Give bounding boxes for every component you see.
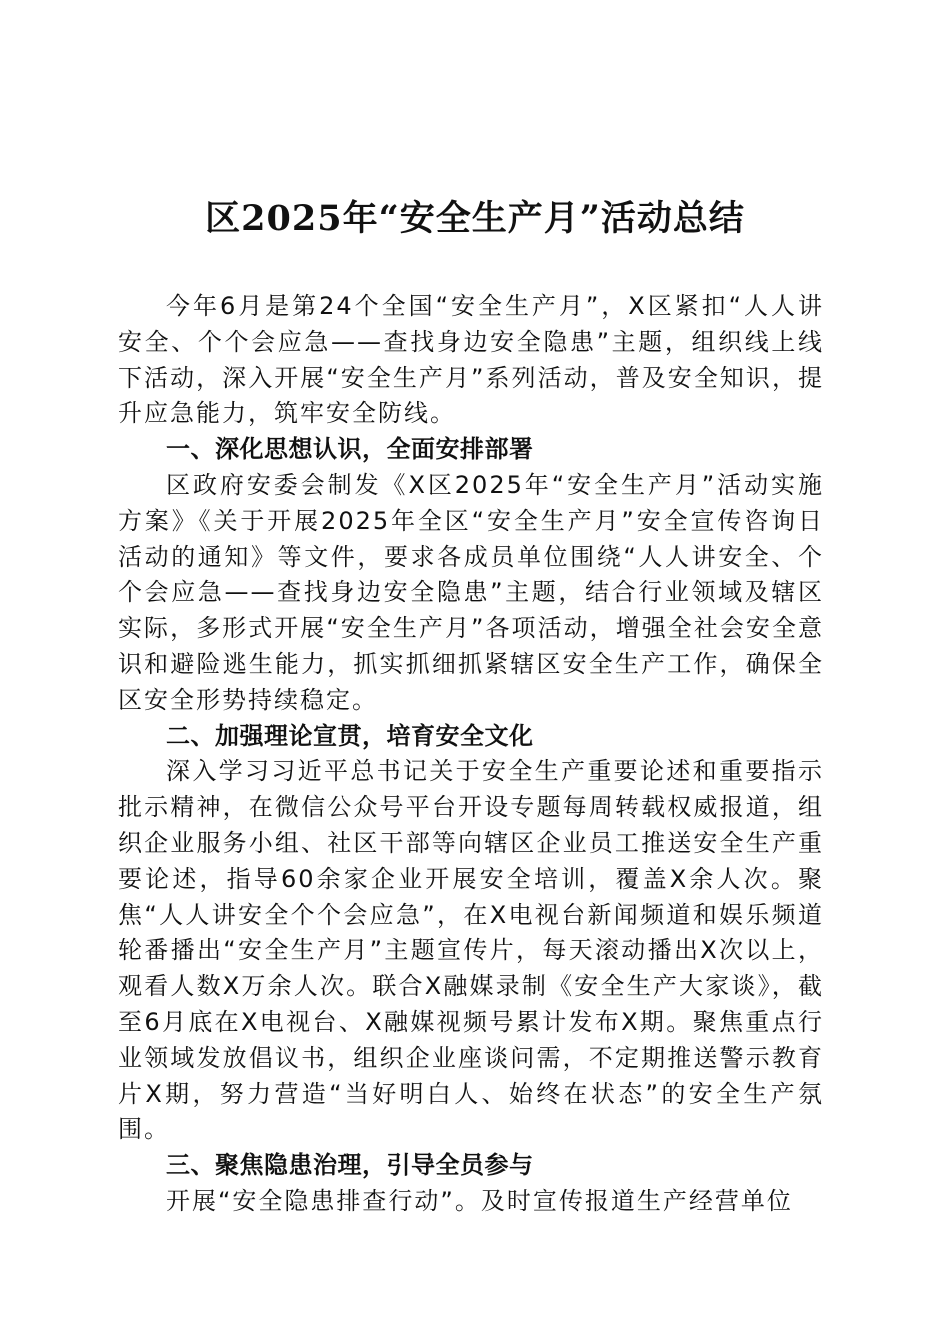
intro-paragraph: 今年6月是第24个全国“安全生产月”，X区紧扣“人人讲安全、个个会应急——查找身边安全隐患”主题，组织线上线下活动，深入开展“安全生产月”系列活动，普及安全知识，提升应急能力，筑牢安全防线。	[118, 292, 824, 428]
section-body-1: 区政府安委会制发《X区2025年“安全生产月”活动实施方案》《关于开展2025年全区“安全生产月”安全宣传咨询日活动的通知》等文件，要求各成员单位围绕“人人讲安全、个个会应急——查找身边安全隐患”主题，结合行业领域及辖区实际，多形式开展“安全生产月”各项活动，增强全社会安全意识和避险逃生能力，抓实抓细抓紧辖区安全生产工作，确保全区安全形势持续稳定。	[118, 470, 824, 714]
section-heading-3: 三、聚焦隐患治理，引导全员参与	[166, 1151, 534, 1180]
document-body	[118, 289, 824, 1220]
section-body-3: 开展“安全隐患排查行动”。及时宣传报道生产经营单位	[166, 1186, 793, 1215]
section-heading-1: 一、深化思想认识，全面安排部署	[166, 435, 534, 464]
section-body-2: 深入学习习近平总书记关于安全生产重要论述和重要指示批示精神，在微信公众号平台开设专题每周转载权威报道，组织企业服务小组、社区干部等向辖区企业员工推送安全生产重要论述，指导60余家企业开展安全培训，覆盖X余人次。聚焦“人人讲安全个个会应急”，在X电视台新闻频道和娱乐频道轮番播出“安全生产月”主题宣传片，每天滚动播出X次以上，观看人数X万余人次。联合X融媒录制《安全生产大家谈》，截至6月底在X电视台、X融媒视频号累计发布X期。聚焦重点行业领域发放倡议书，组织企业座谈问需，不定期推送警示教育片X期，努力营造“当好明白人、始终在状态”的安全生产氛围。	[118, 757, 824, 1144]
document-title: 区2025年“安全生产月”活动总结	[205, 198, 745, 239]
section-heading-2: 二、加强理论宣贯，培育安全文化	[166, 721, 534, 750]
